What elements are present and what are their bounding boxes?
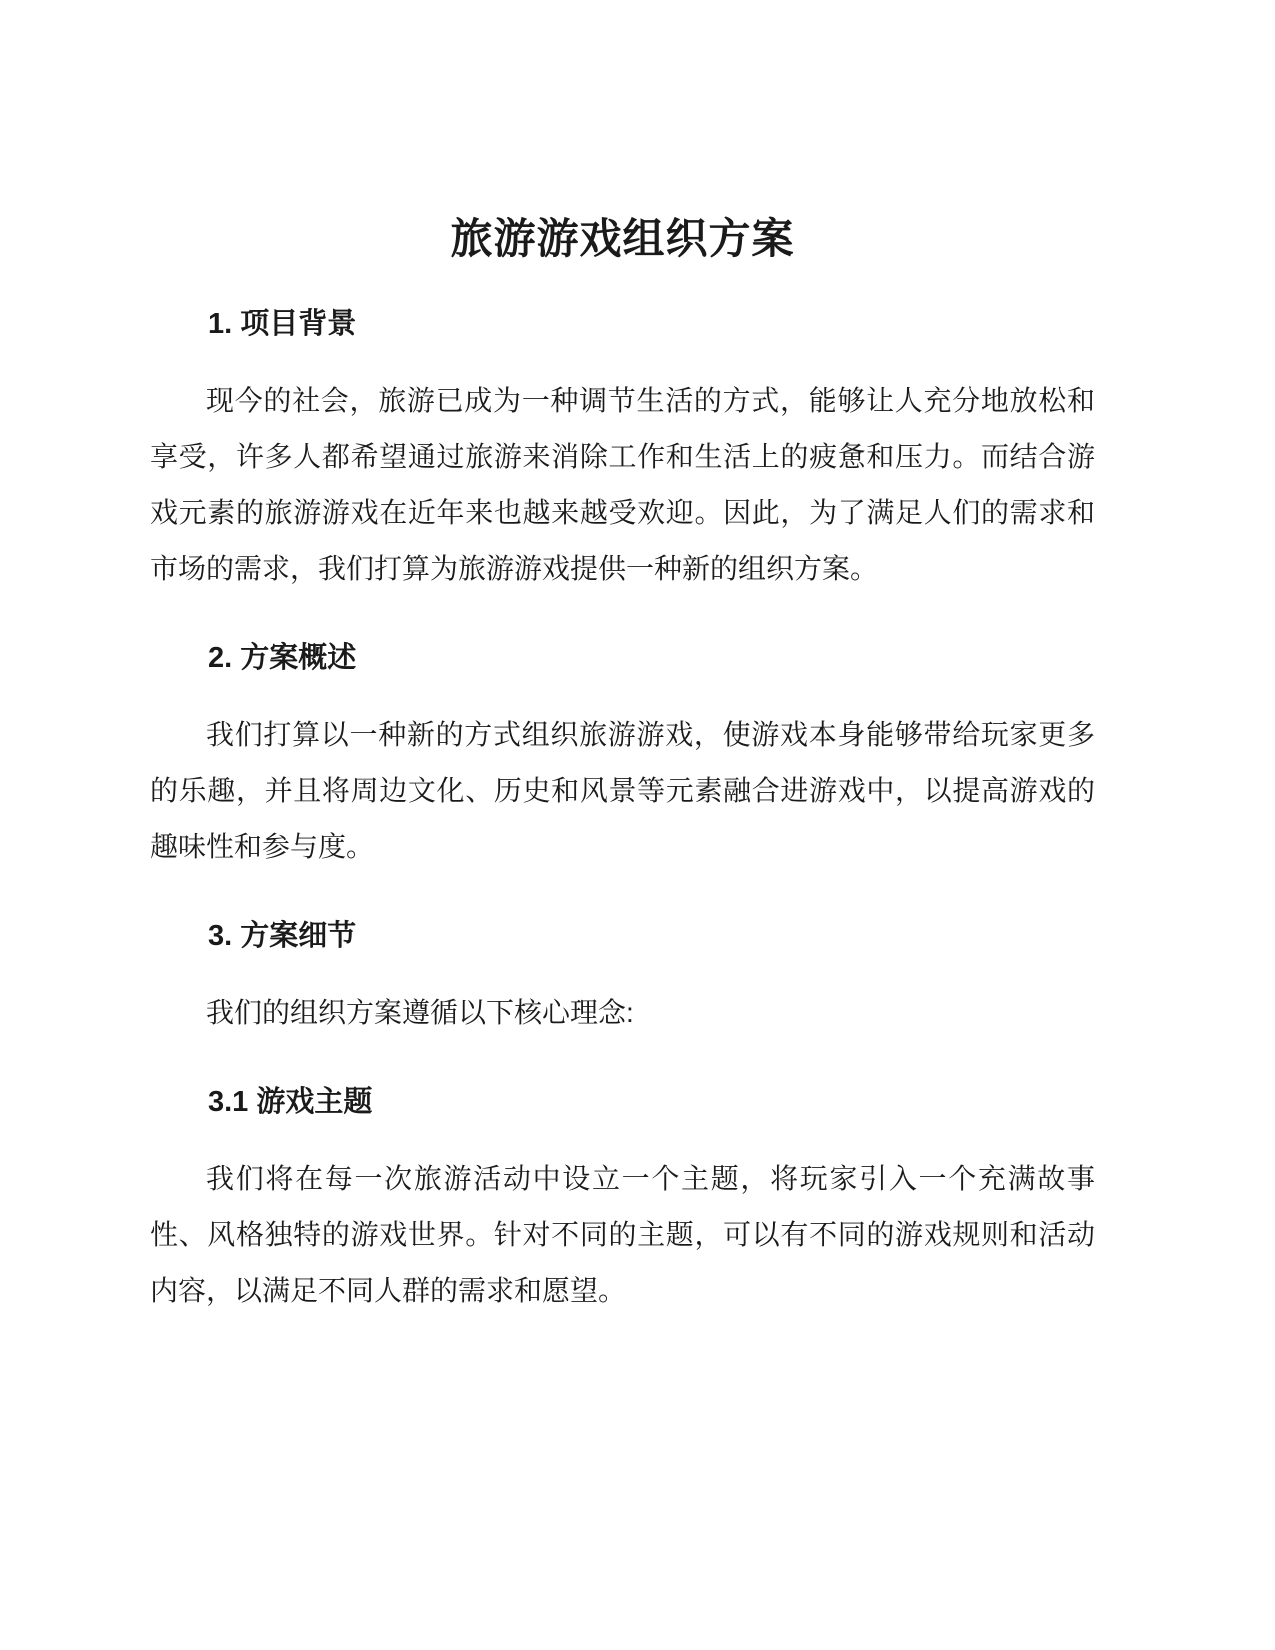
section-paragraph: 现今的社会，旅游已成为一种调节生活的方式，能够让人充分地放松和享受，许多人都希望通过旅游来消除工作和生活上的疲惫和压力。而结合游戏元素的旅游游戏在近年来也越来越受欢迎。因此，为了满足人们的需求和市场的需求，我们打算为旅游游戏提供一种新的组织方案。 xyxy=(150,385,1095,584)
document-title: 旅游游戏组织方案 xyxy=(450,215,795,262)
section-heading: 2. 方案概述 xyxy=(208,642,357,674)
section-project-background xyxy=(150,307,1095,597)
section-paragraph: 我们打算以一种新的方式组织旅游游戏，使游戏本身能够带给玩家更多的乐趣，并且将周边文化、历史和风景等元素融合进游戏中，以提高游戏的趣味性和参与度。 xyxy=(150,719,1095,862)
section-heading: 1. 项目背景 xyxy=(208,308,357,340)
section-game-theme xyxy=(150,1085,1095,1319)
section-paragraph: 我们将在每一次旅游活动中设立一个主题，将玩家引入一个充满故事性、风格独特的游戏世界。针对不同的主题，可以有不同的游戏规则和活动内容，以满足不同人群的需求和愿望。 xyxy=(150,1163,1095,1306)
section-heading: 3.1 游戏主题 xyxy=(208,1086,373,1118)
section-paragraph: 我们的组织方案遵循以下核心理念: xyxy=(206,997,634,1028)
section-plan-overview xyxy=(150,641,1095,875)
section-plan-details xyxy=(150,919,1095,1041)
section-heading: 3. 方案细节 xyxy=(208,920,357,952)
